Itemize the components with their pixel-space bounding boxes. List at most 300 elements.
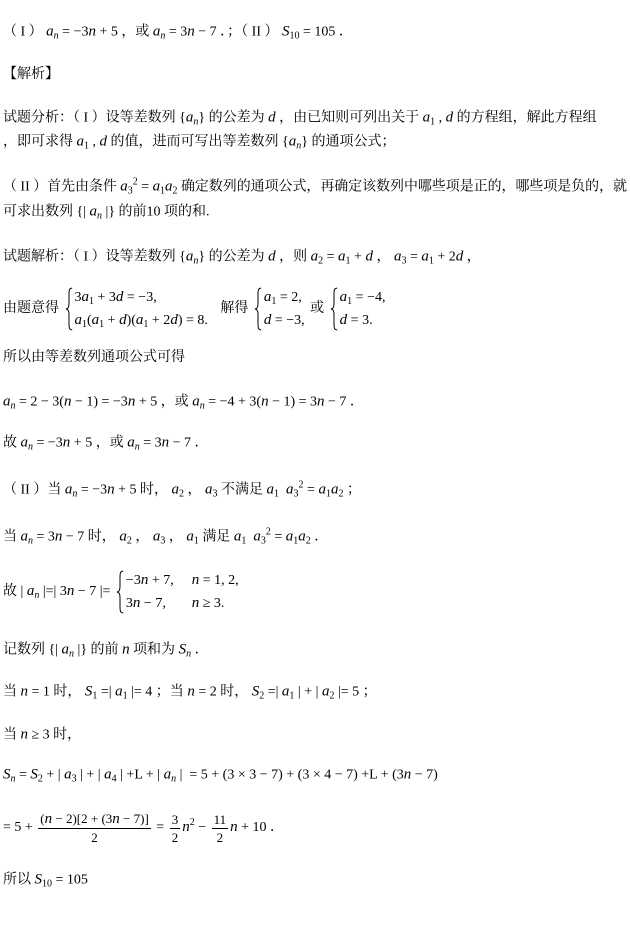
subscript: 3 [260,535,266,547]
text-run: 故 | [3,584,27,600]
math-variable: n [54,528,63,545]
subscript: 10 [42,878,52,890]
text-run: ， [463,249,481,265]
text-run: = 2, [276,290,302,305]
equation-system-line [3,287,387,331]
text-run: + 5 ，或 [135,394,193,410]
text-run: 3 [171,811,179,827]
subscript: n [97,210,103,222]
text-run: = −4, [352,290,386,305]
subscript: 1 [430,116,436,128]
equation-system [116,570,239,614]
math-variable: n [88,23,96,40]
text-run: − 7 时， [62,529,120,545]
text-run: 的方程组，解此方程组 [453,110,597,126]
text-run: − 7 ．；（ II ） [194,24,283,40]
text-run: 所以 [3,872,35,888]
subscript: 1 [122,690,128,702]
math-variable: a [104,766,112,783]
math-variable: a [91,312,100,328]
subscript: n [134,441,140,453]
text-run: − 2)[2 + (3 [52,811,113,826]
text-run: = [15,767,31,783]
text-run: 试题分析：（ I ）设等差数列 { [3,110,186,126]
math-variable: d [268,109,276,126]
text-run: = [303,482,319,498]
math-variable: n [20,726,28,743]
small-n-sums [3,682,377,703]
math-variable: a [286,481,294,498]
math-variable: n [161,434,170,451]
text-run: = −3 [33,435,63,451]
n-ge-3-condition [3,725,81,746]
fraction-numerator [212,811,229,829]
math-variable: d [99,133,107,150]
text-run: = [406,249,422,265]
subscript: 1 [193,535,199,547]
text-run: −3 [125,573,141,588]
text-run: ，由已知则可列出关于 [275,110,423,126]
system-row-cell [126,593,174,614]
subscript: 2 [172,185,178,197]
text-run: = −4 + 3( [204,394,262,410]
text-run: } 的通项公式； [301,134,396,150]
subscript: 1 [99,319,105,330]
text-run: 的值，进而可写出等差数列 { [107,134,289,150]
math-variable: n [107,481,115,498]
partial-sum-formula [3,810,284,846]
math-variable: a [46,23,54,40]
math-variable: a [253,528,261,545]
math-variable: n [261,393,269,410]
fraction [38,810,151,846]
text-run: = 105 [52,872,88,888]
text-run: |} 的前 [74,642,123,658]
math-variable: d [263,312,272,328]
text-run: + 5 时， [114,482,172,498]
final-result [3,870,88,891]
math-variable: n [44,811,53,827]
text-run: = 3. [347,313,373,328]
math-variable: a [76,133,84,150]
answer-summary [3,22,353,43]
text-run: （ II ）首先由条件 [3,179,121,195]
text-run: = −3, [123,290,157,305]
text-run: , [435,110,446,126]
subscript: n [186,648,192,660]
text-run: + 5 ，或 [95,24,153,40]
math-variable: S [34,871,42,888]
text-run: |} 的前10 项的和. [102,204,210,220]
text-run: |=| 3 [39,584,67,600]
subscript: n [10,773,16,785]
text-run: − [194,820,210,836]
subscript: 1 [347,296,353,307]
fraction-numerator [38,810,151,829]
text-run: （ I ） [3,24,47,40]
text-run: ) = 8. [177,313,208,328]
superscript: 2 [298,479,304,491]
math-variable: n [20,683,28,700]
superscript: 2 [189,817,195,829]
text-run: 可求出数列 {| [3,204,90,220]
subscript: 1 [143,319,149,330]
general-term-derivation [3,392,364,413]
text-run: 当 [3,727,21,743]
solution-line-3 [3,348,185,368]
math-variable: a [393,248,402,265]
math-variable: d [455,248,464,265]
text-run: ≥ 3. [199,596,225,611]
math-variable: a [263,289,272,305]
analysis-line-3 [3,177,627,198]
text-run: 当 [3,684,21,700]
text-run: = [323,249,339,265]
subscript: 2 [126,535,132,547]
math-variable: d [339,312,348,328]
text-run: } 的公差为 [198,110,269,126]
subscript: 1 [89,296,94,307]
text-run: 11 [213,811,227,827]
math-variable: a [185,248,194,265]
math-variable: a [64,481,73,498]
subscript: 1 [82,319,87,330]
system-rows [262,287,305,331]
math-variable: a [165,178,173,195]
text-run: ， [184,482,206,498]
subscript: n [28,441,33,453]
text-run: 满足 [198,529,234,545]
fraction-denominator [170,829,181,846]
math-variable: n [191,572,200,588]
subscript: 1 [428,255,434,267]
text-run: − 7 ． [324,394,364,410]
system-row-cell [75,310,208,331]
text-run: 当 [3,529,21,545]
math-variable: a [74,312,82,328]
text-run: = 1, 2, [199,573,239,588]
text-run [279,483,286,498]
math-variable: n [403,766,412,783]
text-run: = 2 − 3( [15,394,64,410]
math-variable: a [152,528,161,545]
math-variable: n [230,819,238,836]
math-variable: a [192,393,200,410]
subscript: 3 [293,488,299,500]
math-variable: a [26,583,35,600]
partial-sum-expansion [3,765,438,786]
math-variable: a [20,528,28,545]
system-row-cell [192,593,239,614]
text-run: 解得 [209,301,252,317]
math-variable: n [63,393,72,410]
math-variable: d [115,289,124,305]
subscript: n [69,648,75,660]
math-variable: n [140,572,149,588]
subscript: n [296,140,302,152]
subscript: n [193,116,199,128]
math-variable: a [330,481,339,498]
subscript: 2 [318,255,324,267]
text-run: | + | [76,767,105,783]
text-run: = 5 + [3,820,37,836]
system-row-cell [126,570,174,591]
superscript: 2 [132,176,138,188]
math-variable: a [285,528,294,545]
math-variable: a [152,23,161,40]
math-variable: n [187,23,195,40]
subscript: 1 [293,535,299,547]
subscript: 2 [179,488,185,500]
text-run: = 3 [33,529,55,545]
text-run: ，则 [275,249,311,265]
text-run: | + | [294,684,322,700]
math-variable: n [112,811,120,827]
text-run: ( [40,811,45,826]
subscript: 3 [127,185,133,197]
text-run: 由题意得 [3,301,63,317]
math-variable: n [122,641,130,658]
analysis-line-4 [3,202,210,223]
text-run: 【解析】 [3,67,59,82]
math-variable: a [115,683,123,700]
math-variable: S [3,766,11,783]
text-run: + 5 ，或 [70,435,128,451]
equation-system [65,287,208,331]
math-variable: d [170,312,178,328]
text-run: = −3 [77,482,108,498]
math-variable: a [3,393,11,410]
math-variable: a [89,203,98,220]
text-run: 记数列 {| [3,642,62,658]
fraction-denominator [89,829,100,846]
math-variable: n [182,819,190,836]
text-run: 不满足 [217,482,267,498]
text-run: ，即可求得 [3,134,77,150]
subscript: 2 [37,773,43,785]
math-variable: a [119,528,127,545]
text-run: ( [87,313,92,328]
subscript: 1 [241,535,247,547]
fraction [212,811,229,846]
text-run: − 7 ． [169,435,209,451]
analysis-heading [3,65,59,85]
partial-sum-definition [3,640,209,661]
math-variable: a [281,683,290,700]
text-run: =| [97,684,116,700]
text-run: = −3 [58,24,89,40]
subscript: n [10,400,16,412]
system-rows [338,287,386,331]
text-run: + 7, [148,573,174,588]
text-run: = 105 ． [299,24,353,40]
math-variable: a [421,248,429,265]
text-run: ， [372,249,394,265]
text-run: ， [131,529,153,545]
text-run: |= 5 ； [334,684,377,700]
equation-system [330,287,386,331]
text-run: , [89,134,100,150]
system-row-cell [264,287,305,308]
math-variable: a [298,528,306,545]
text-run: | +L + | [116,767,164,783]
math-variable: n [66,583,75,600]
text-run: ． [191,642,209,658]
math-variable: n [317,393,325,410]
math-variable: d [119,312,127,328]
text-run: 2 [91,830,98,845]
subscript: n [34,590,40,602]
text-run: + | [42,767,65,783]
system-rows [124,570,239,614]
text-run: 或 [306,301,328,317]
text-run: = −3, [271,313,305,328]
subscript: 3 [401,255,407,267]
math-variable: d [445,109,454,126]
equation-system [254,287,305,331]
subscript: 4 [111,773,117,785]
math-variable: a [152,178,161,195]
analysis-line-2 [3,132,395,153]
text-run: = 3 [139,435,162,451]
math-variable: d [268,248,276,265]
math-variable: a [171,481,180,498]
text-run: = 2 时， [194,684,252,700]
left-brace [116,570,124,614]
absolute-term-piecewise [3,570,241,614]
text-run: − 1) = −3 [71,394,128,410]
superscript: 2 [265,526,271,538]
subscript: n [160,30,166,42]
text-run: = 3 [165,24,188,40]
text-run: 3 [74,290,82,305]
subscript: 1 [325,488,331,500]
text-run: ． [310,529,329,545]
subscript: n [72,488,78,500]
subscript: n [171,773,177,785]
subscript: 1 [84,140,89,152]
subscript: n [193,255,199,267]
text-run: 2 [216,829,224,845]
math-variable: a [205,481,213,498]
math-variable: a [127,434,135,451]
subscript: n [53,30,59,42]
math-variable: n [187,683,195,700]
fraction [170,811,181,846]
math-variable: a [61,641,70,658]
math-variable: a [339,289,348,305]
fraction-numerator [170,811,181,829]
text-run: =| [264,684,282,700]
subscript: 1 [345,255,351,267]
math-variable: a [64,766,72,783]
text-run: − 7) [411,767,438,783]
math-variable: a [120,178,128,195]
math-variable: a [321,683,330,700]
text-run: ； [343,482,361,498]
math-variable: a [338,248,346,265]
text-run: + 2 [148,313,171,328]
text-run: − 7, [140,596,166,611]
text-run: = [137,179,153,195]
subscript: 2 [305,535,311,547]
text-run: 所以由等差数列通项公式可得 [3,350,185,365]
subscript: n [199,400,205,412]
system-rows [73,287,208,331]
math-variable: a [135,312,144,328]
math-variable: a [20,434,28,451]
math-variable: a [288,133,297,150]
math-variable: S [84,683,93,700]
math-variable: n [62,434,71,451]
analysis-line-1 [3,108,597,129]
text-run: = 1 时， [28,684,85,700]
text-run: 2 [171,829,179,845]
subscript: 1 [289,690,295,702]
subscript: 3 [71,773,77,785]
text-run: 3 [125,596,133,611]
left-brace [330,287,338,331]
system-row-cell [340,287,386,308]
subscript: 2 [329,690,335,702]
text-run: |= 4 ；当 [127,684,188,700]
math-variable: a [266,481,275,498]
math-variable: S [30,766,38,783]
general-term-conclusion [3,433,209,454]
math-variable: a [233,528,242,545]
text-run: 确定数列的通项公式，再确定该数列中哪些项是正的，哪些项是负的，就 [177,179,627,195]
text-run: + [104,313,120,328]
math-variable: a [81,289,89,305]
math-variable: S [178,641,187,658]
text-run: ， [165,529,187,545]
math-variable: a [185,109,194,126]
system-row-cell [340,310,386,331]
text-run: + 3 [94,290,116,305]
text-run: + [350,249,366,265]
subscript: 1 [160,185,166,197]
left-brace [65,287,73,331]
math-variable: a [163,766,172,783]
text-run: ≥ 3 时， [28,727,82,743]
text-run: − 1) = 3 [268,394,318,410]
subscript: 2 [259,690,265,702]
system-row-cell [192,570,239,591]
subscript: 1 [271,296,277,307]
system-row-cell [75,287,208,308]
text-run: + 2 [433,249,456,265]
text-run: = [270,529,286,545]
subscript: 10 [289,30,300,42]
system-row-cell [264,310,305,331]
math-variable: a [422,109,431,126]
text-run: )( [126,313,136,328]
math-variable: a [186,528,194,545]
math-variable: n [132,595,141,611]
subscript: 1 [274,488,280,500]
case-1-check [3,480,361,501]
subscript: 3 [212,488,218,500]
subscript: 2 [338,488,344,500]
subscript: 3 [160,535,166,547]
text-run: 项和为 [129,642,179,658]
left-brace [254,287,262,331]
math-variable: a [310,248,319,265]
text-run: 故 [3,435,21,451]
text-run: − 7 |= [74,584,114,600]
fraction-denominator [215,829,226,846]
subscript: 1 [92,690,98,702]
